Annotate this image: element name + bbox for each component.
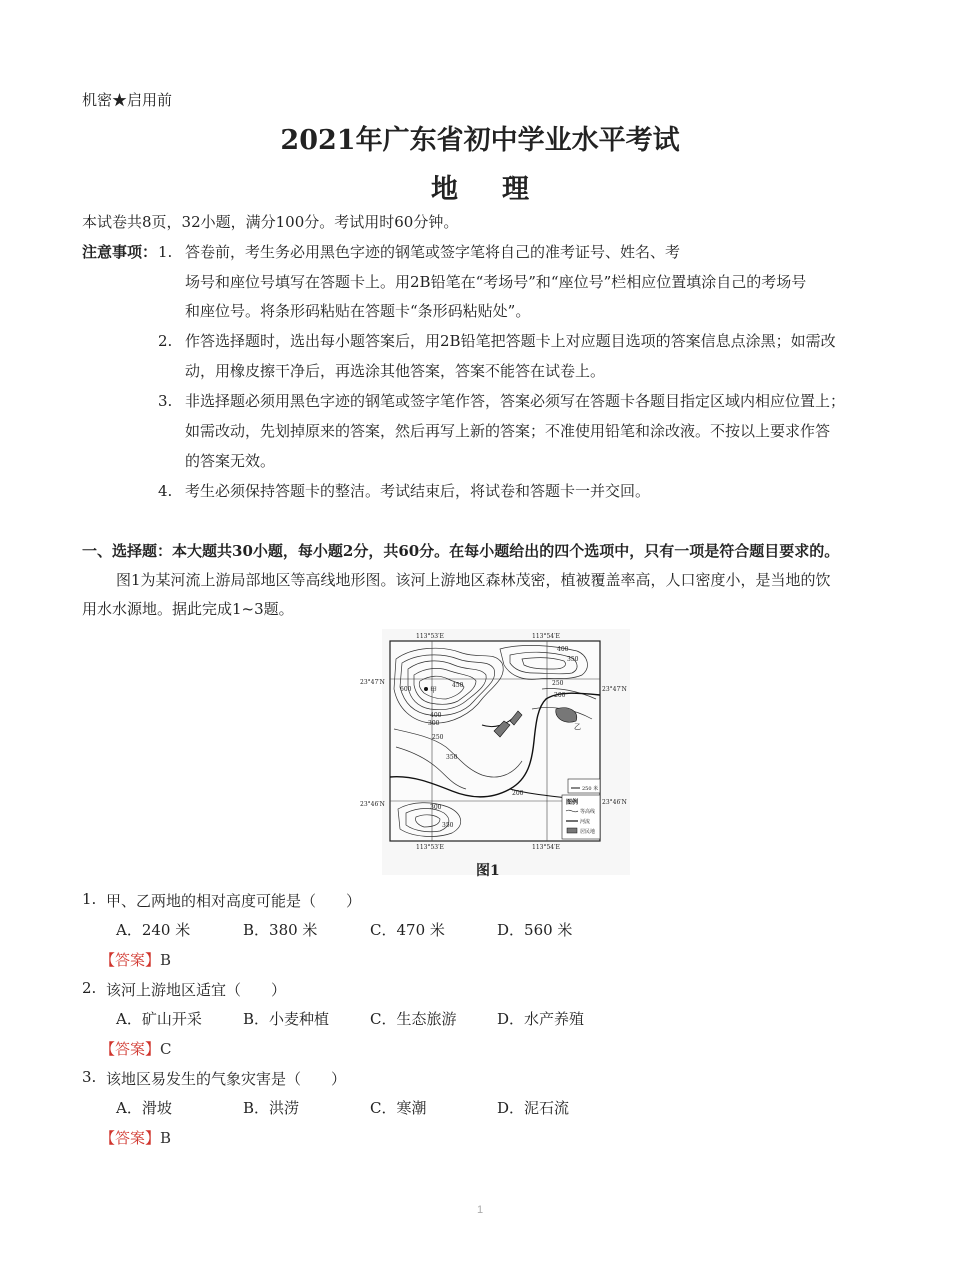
contour-label: 300: [430, 804, 442, 811]
contour-label: 200: [554, 692, 566, 699]
legend-settlement-icon: [567, 828, 577, 833]
question-text: 甲、乙两地的相对高度可能是（ ）: [106, 892, 362, 910]
question-number: 2.: [82, 979, 97, 997]
answer-value: B: [160, 1129, 172, 1147]
option-b: B．小麦种植: [243, 1010, 330, 1028]
contour-label: 350: [442, 822, 454, 829]
answer-value: C: [160, 1040, 172, 1058]
option-a: A．滑坡: [116, 1099, 172, 1117]
legend-item: 河流: [580, 819, 591, 825]
lat-label-right-bottom: 23°46′N: [602, 799, 627, 806]
question-number: 1.: [82, 890, 97, 908]
option-b: B．洪涝: [243, 1099, 300, 1117]
option-d: D．560 米: [497, 921, 573, 939]
contour-label: 350: [446, 754, 458, 761]
legend-title: 图例: [566, 799, 579, 806]
notice-item-line: 的答案无效。: [185, 452, 276, 470]
lon-label-top-left: 113°53′E: [416, 633, 444, 640]
contour-label: 400: [557, 646, 569, 653]
contour-label: 400: [430, 712, 442, 719]
confidential-label: 机密★启用前: [82, 91, 173, 109]
answer-value: B: [160, 951, 172, 969]
option-a: A．240 米: [116, 921, 191, 939]
option-b: B．380 米: [243, 921, 318, 939]
lon-label-bottom-left: 113°53′E: [416, 844, 444, 851]
contour-label: 300: [428, 720, 440, 727]
contour-label: 350: [567, 656, 579, 663]
exam-title: 2021年广东省初中学业水平考试: [280, 125, 680, 156]
notice-item-num: 4.: [158, 482, 173, 500]
contour-label: 200: [512, 790, 524, 797]
legend-item: 等高线: [580, 809, 596, 815]
contour-label: 250: [552, 680, 564, 687]
contour-map-figure: [360, 629, 630, 875]
subject-title: 地理: [431, 174, 573, 205]
lat-label-left-bottom: 23°46′N: [360, 801, 385, 808]
passage-line: 用水水源地。据此完成1~3题。: [82, 600, 294, 618]
option-a: A．矿山开采: [116, 1010, 202, 1028]
notice-item-line: 和座位号。将条形码粘贴在答题卡“条形码粘贴处”。: [185, 302, 531, 320]
exam-intro: 本试卷共8页，32小题，满分100分。考试用时60分钟。: [82, 213, 459, 231]
place-jia-label: 甲: [430, 686, 437, 694]
lat-label-left-top: 23°47′N: [360, 679, 385, 686]
contour-label: 600: [400, 686, 412, 693]
scale-label: 250 米: [582, 786, 599, 792]
notice-item-line: 动，用橡皮擦干净后，再选涂其他答案，答案不能答在试卷上。: [185, 362, 606, 380]
legend-item: 居民地: [580, 829, 596, 835]
answer-label: 【答案】: [100, 951, 161, 969]
notice-item-num: 3.: [158, 392, 173, 410]
notice-item-num: 2.: [158, 332, 173, 350]
question-number: 3.: [82, 1068, 97, 1086]
answer-row: [100, 1127, 171, 1148]
notice-item-line: 场号和座位号填写在答题卡上。用2B铅笔在“考场号”和“座位号”栏相应位置填涂自己的考场号: [185, 273, 807, 291]
question-text: 该河上游地区适宜（ ）: [106, 981, 287, 999]
question-text: 该地区易发生的气象灾害是（ ）: [106, 1070, 347, 1088]
lon-label-bottom-right: 113°54′E: [532, 844, 560, 851]
lon-label-top-right: 113°54′E: [532, 633, 560, 640]
notice-item-line: 作答选择题时，选出每小题答案后，用2B铅笔把答题卡上对应题目选项的答案信息点涂黑；如需改: [185, 332, 836, 350]
option-c: C．470 米: [370, 921, 445, 939]
notice-item-line: 考生必须保持答题卡的整洁。考试结束后，将试卷和答题卡一并交回。: [185, 482, 651, 500]
answer-row: [100, 1038, 172, 1059]
notice-label: 注意事项：: [82, 243, 158, 261]
option-c: C．寒潮: [370, 1099, 427, 1117]
contour-label: 250: [432, 734, 444, 741]
passage-line: 图1为某河流上游局部地区等高线地形图。该河上游地区森林茂密，植被覆盖率高，人口密度小，是当地的饮: [116, 571, 831, 589]
notice-item-num: 1.: [158, 243, 173, 261]
notice-item-line: 答卷前，考生务必用黑色字迹的钢笔或签字笔将自己的准考证号、姓名、考: [185, 243, 681, 261]
answer-label: 【答案】: [100, 1040, 161, 1058]
answer-row: [100, 949, 171, 970]
place-jia-marker: [424, 687, 428, 691]
notice-item-line: 非选择题必须用黑色字迹的钢笔或签字笔作答，答案必须写在答题卡各题目指定区域内相应位置上；: [185, 392, 846, 410]
page-number: 1: [476, 1204, 484, 1216]
lat-label-right-top: 23°47′N: [602, 686, 627, 693]
figure-caption: 图1: [476, 863, 500, 879]
option-d: D．水产养殖: [497, 1010, 585, 1028]
answer-label: 【答案】: [100, 1129, 161, 1147]
section-heading: 一、选择题：本大题共30小题，每小题2分，共60分。在每小题给出的四个选项中，只有一项是符合题目要求的。: [82, 542, 840, 560]
option-c: C．生态旅游: [370, 1010, 457, 1028]
notice-item-line: 如需改动，先划掉原来的答案，然后再写上新的答案；不准使用铅笔和涂改液。不按以上要求作答: [185, 422, 831, 440]
place-yi-label: 乙: [574, 723, 581, 731]
option-d: D．泥石流: [497, 1099, 570, 1117]
contour-label: 450: [452, 682, 464, 689]
